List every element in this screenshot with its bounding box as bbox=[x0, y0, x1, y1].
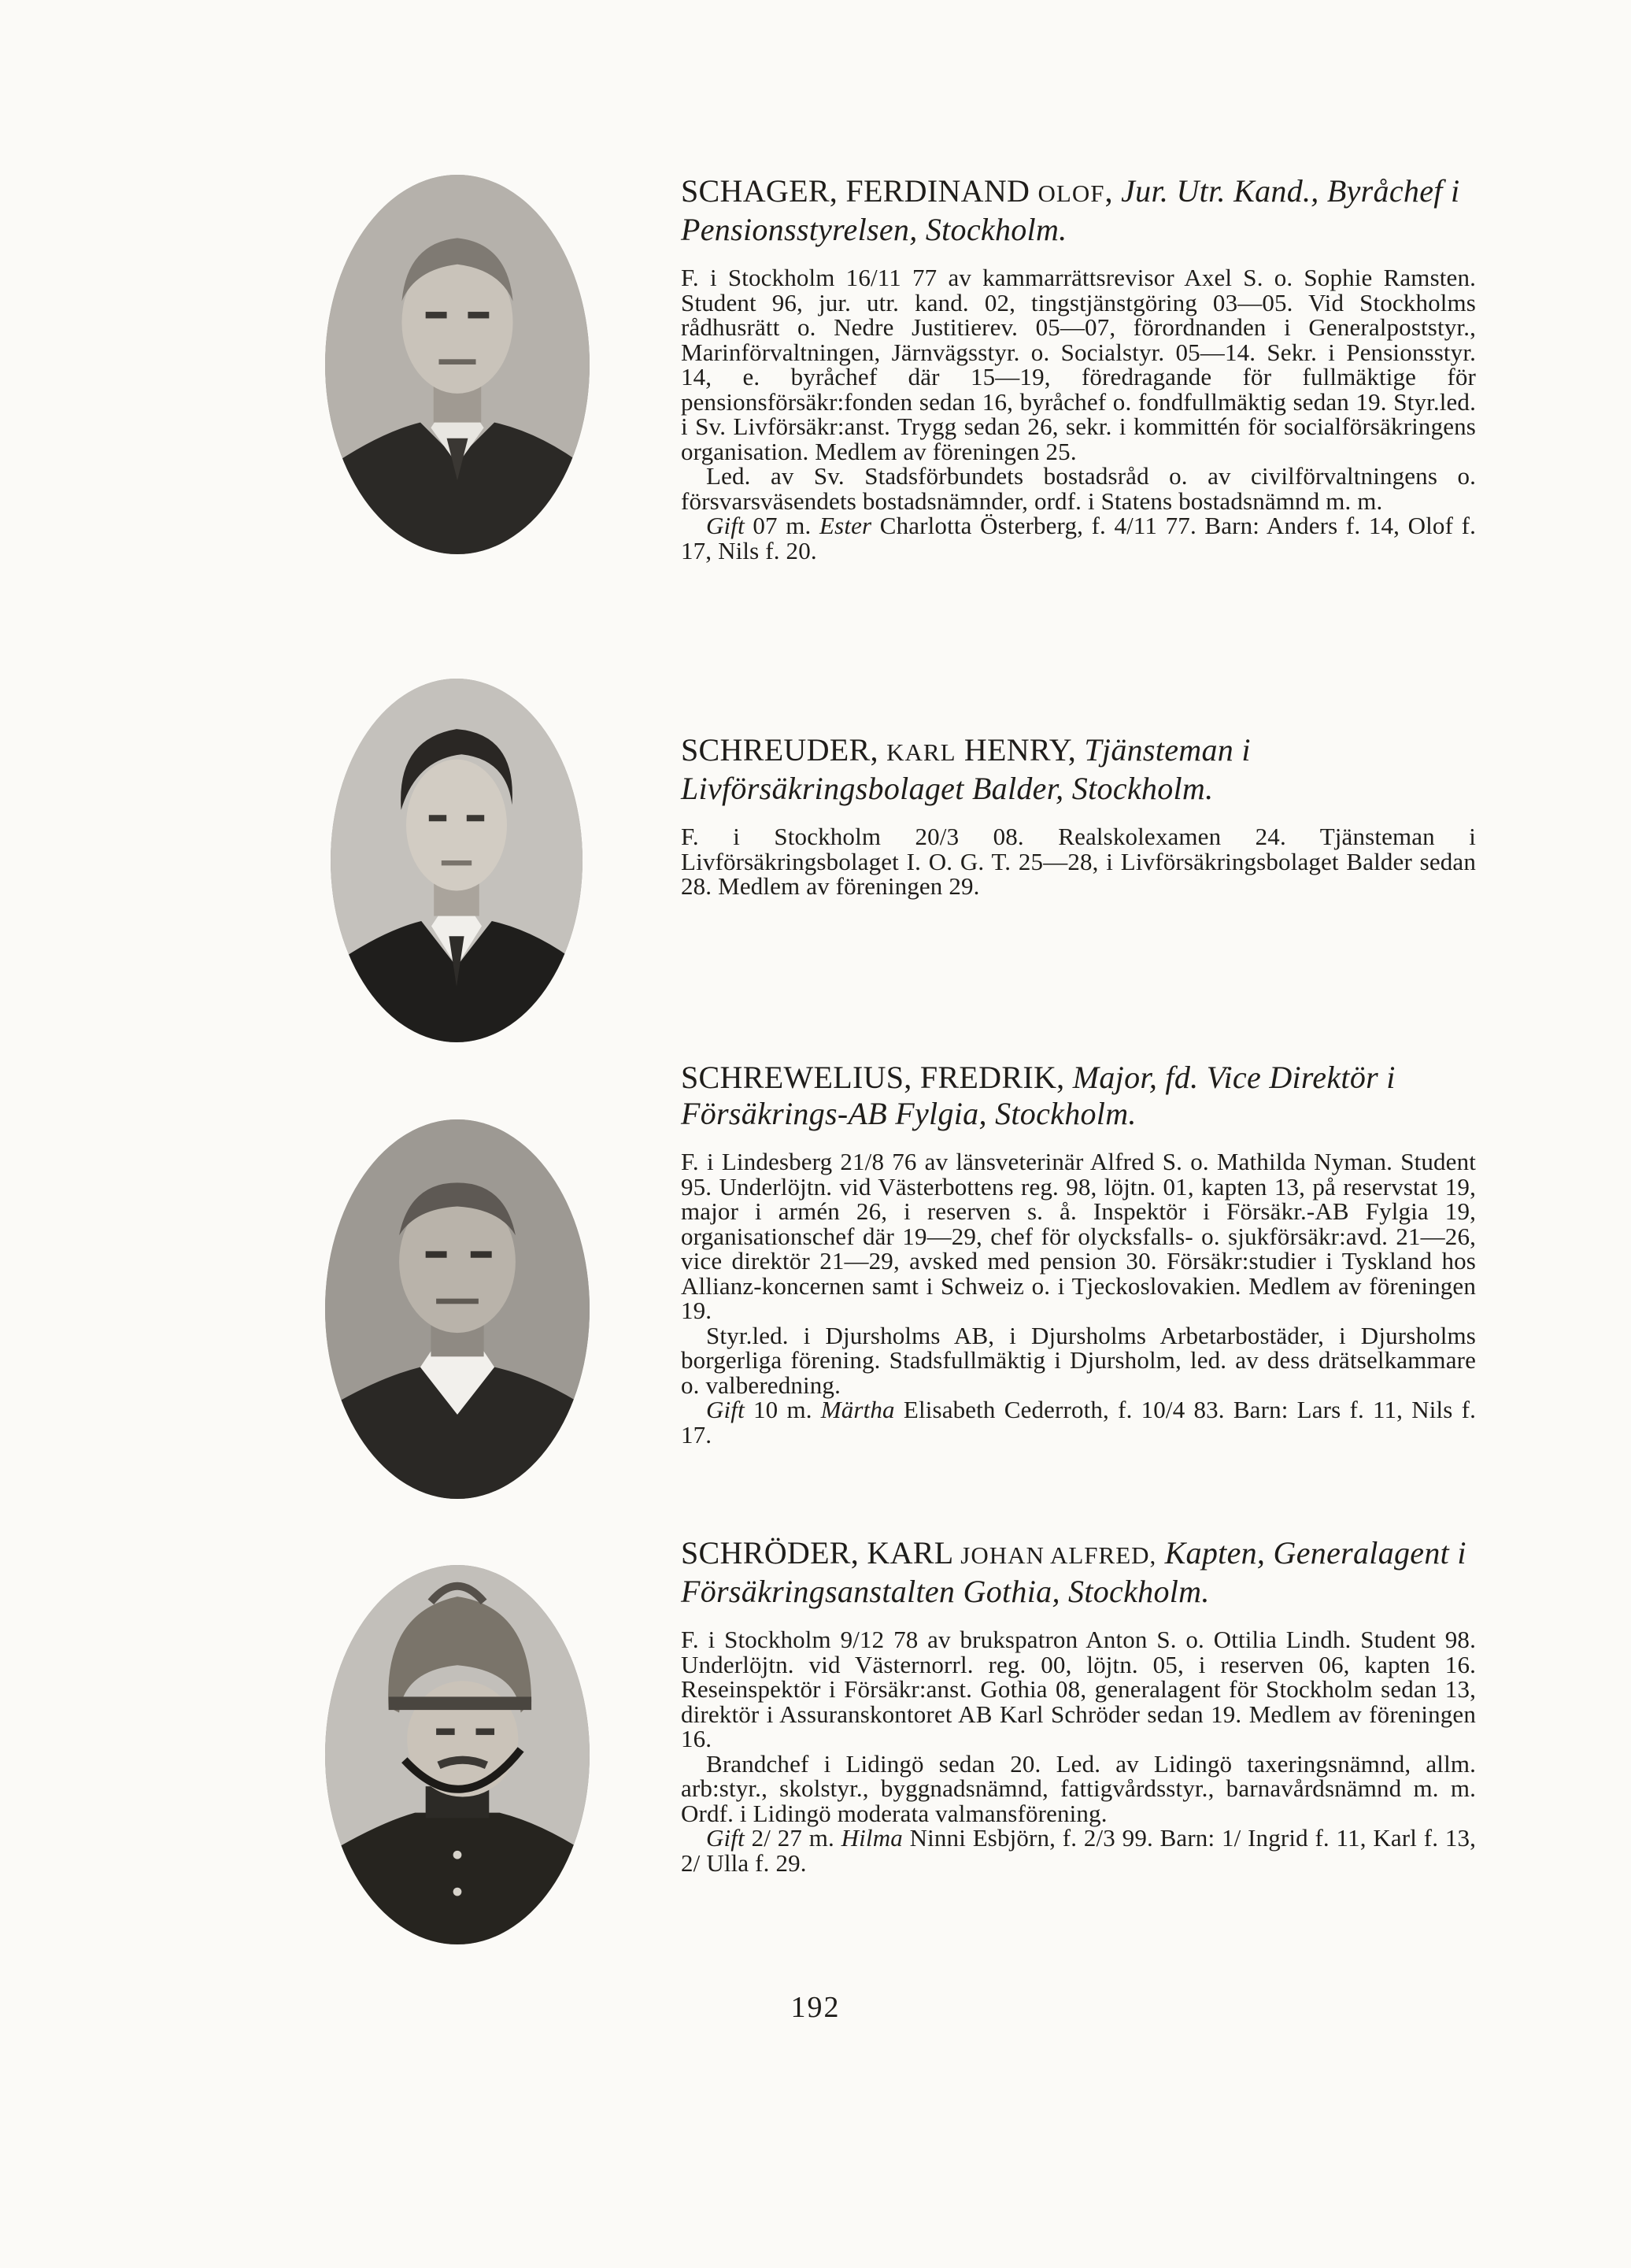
entry-paragraph: F. i Stockholm 16/11 77 av kammarrättsrevisor Axel S. o. Sophie Ramsten. Student 96, jur. utr. kand. 02, tingstjänstgöring 03—05. Vid Stockholms rådhusrätt o. Nedre Justitierev. 05—07, förordnanden i Generalpoststyr., Marinförvaltningen, Järnvägsstyr. o. Socialstyr. 05—14. Sekr. i Pensionsstyr. 14, e. byråchef där 15—19, föredragande för fullmäktige för pensionsförsäkr:fonden sedan 16, byråchef o. fondfullmäktig sedan 19. Styr.led. i Sv. Livförsäkr:anst. Trygg sedan 26, sekr. i kommittén för socialförsäkringens organisation. Medlem av föreningen 25. bbox=[681, 264, 1476, 465]
portrait-schrewelius bbox=[325, 1119, 590, 1499]
entry-marriage bbox=[681, 1397, 1476, 1447]
entry-name-smallcaps: KARL bbox=[886, 738, 956, 766]
entry-name: SCHRÖDER, KARL bbox=[681, 1535, 952, 1571]
gift-label: Gift bbox=[706, 1396, 745, 1423]
entry-title: Jur. Utr. Kand., Byråchef i Pensionsstyrelsen, Stockholm. bbox=[681, 173, 1460, 247]
entry-paragraph: F. i Lindesberg 21/8 76 av länsveterinär Alfred S. o. Mathilda Nyman. Student 95. Underlöjtn. vid Västerbottens reg. 98, löjtn. 01, kapten 13, på reservstat 19, major i armén 26, i reserven s. å. Inspektör i Försäkr.-AB Fylgia 19, organisationschef där 19—29, chef för olycksfalls- o. sjukförsäkr:avd. 21—26, vice direktör 21—29, avsked med pension 30. Försäkr:studier i Tyskland hos Allianz-koncernen samt i Schweiz o. i Tjeckoslovakien. Medlem av föreningen 19. bbox=[681, 1148, 1476, 1324]
gift-spouse: Märtha bbox=[820, 1396, 895, 1423]
portrait-schager bbox=[325, 175, 590, 554]
gift-pre: 07 m. bbox=[753, 512, 812, 539]
entry-schroder bbox=[681, 1535, 1476, 1875]
entry-heading: SCHAGER, FERDINAND OLOF, Jur. Utr. Kand., Byråchef i Pensionsstyrelsen, Stockholm. bbox=[681, 173, 1460, 247]
page-number: 192 bbox=[790, 1991, 841, 2024]
entry-schrewelius bbox=[681, 1060, 1476, 1447]
gift-rest: Elisabeth Cederroth, f. 10/4 83. Barn: Lars f. 11, Nils f. 17. bbox=[681, 1396, 1477, 1448]
entry-schager bbox=[681, 173, 1476, 563]
entry-marriage bbox=[681, 513, 1476, 563]
entry-heading bbox=[681, 1535, 1476, 1610]
gift-label: Gift bbox=[706, 1824, 745, 1852]
gift-label: Gift bbox=[706, 512, 745, 539]
entry-name: SCHAGER, FERDINAND bbox=[681, 173, 1030, 209]
entry-name-smallcaps: JOHAN ALFRED, bbox=[960, 1541, 1157, 1569]
entry-paragraph: Brandchef i Lidingö sedan 20. Led. av Lidingö taxeringsnämnd, allm. arb:styr., skolstyr., byggnadsnämnd, fattigvårdsstyr., barnavårdsnämnd m. m. Ordf. i Lidingö moderata valmansförening. bbox=[681, 1749, 1476, 1827]
entry-title: Major, fd. Vice Direktör i Försäkrings-AB Fylgia, Stockholm. bbox=[681, 1060, 1396, 1131]
entry-name-smallcaps: OLOF bbox=[1037, 179, 1105, 207]
entry-paragraph: F. i Stockholm 9/12 78 av brukspatron Anton S. o. Ottilia Lindh. Student 98. Underlöjtn. vid Västernorrl. reg. 00, löjtn. 05, i reserven 06, kapten 16. Reseinspektör i Försäkr:anst. Gothia 08, generalagent för Stockholm sedan 13, direktör i Assuranskontoret AB Karl Schröder sedan 19. Medlem av föreningen 16. bbox=[681, 1626, 1476, 1752]
portrait-photo-1 bbox=[325, 175, 590, 554]
portrait-schroder bbox=[325, 1565, 590, 1944]
portrait-schreuder bbox=[331, 679, 582, 1042]
entry-name-2: HENRY, bbox=[963, 732, 1077, 768]
gift-pre: 2/ 27 m. bbox=[751, 1824, 834, 1852]
portrait-photo-2 bbox=[331, 679, 582, 1042]
gift-rest: Charlotta Österberg, f. 4/11 77. Barn: Anders f. 14, Olof f. 17, Nils f. 20. bbox=[681, 512, 1476, 564]
entry-schreuder bbox=[681, 732, 1476, 899]
entry-title: Tjänsteman i Livförsäkringsbolaget Balder, Stockholm. bbox=[681, 732, 1251, 806]
gift-pre: 10 m. bbox=[753, 1396, 812, 1423]
entry-heading bbox=[681, 1060, 1476, 1132]
entry-title: Kapten, Generalagent i Försäkringsanstalten Gothia, Stockholm. bbox=[681, 1535, 1466, 1609]
portrait-photo-3 bbox=[325, 1119, 590, 1499]
gift-spouse: Hilma bbox=[841, 1824, 903, 1852]
entry-paragraph: Styr.led. i Djursholms AB, i Djursholms Arbetarbostäder, i Djursholms borgerliga förening. Stadsfullmäktig i Djursholm, led. av dess drätselkammare o. valberedning. bbox=[681, 1321, 1476, 1399]
entry-name: SCHREUDER, bbox=[681, 732, 878, 768]
entry-marriage bbox=[681, 1826, 1476, 1875]
entry-paragraph: Led. av Sv. Stadsförbundets bostadsråd o. av civilförvaltningens o. försvarsväsendets bostadsnämnder, ordf. i Statens bostadsnämnd m. m. bbox=[681, 462, 1476, 515]
portrait-photo-4 bbox=[325, 1565, 590, 1944]
entry-paragraph: F. i Stockholm 20/3 08. Realskolexamen 24. Tjänsteman i Livförsäkringsbolaget I. O. G. T. 25—28, i Livförsäkringsbolaget Balder sedan 28. Medlem av föreningen 29. bbox=[681, 823, 1476, 900]
gift-spouse: Ester bbox=[819, 512, 872, 539]
entry-heading bbox=[681, 732, 1476, 807]
gift-rest: Ninni Esbjörn, f. 2/3 99. Barn: 1/ Ingrid f. 11, Karl f. 13, 2/ Ulla f. 29. bbox=[681, 1824, 1477, 1877]
entry-name: SCHREWELIUS, FREDRIK, bbox=[681, 1060, 1065, 1095]
